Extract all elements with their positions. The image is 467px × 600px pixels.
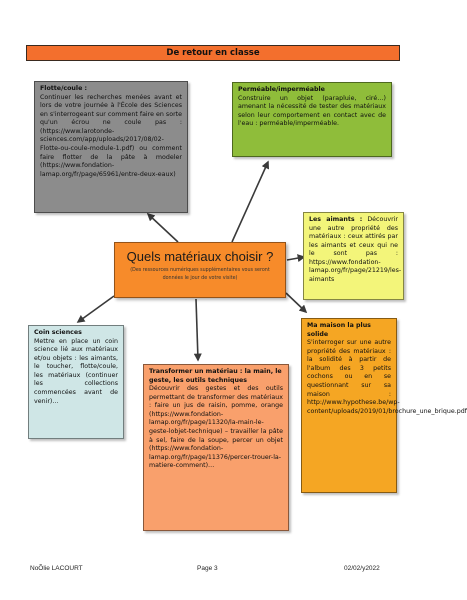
box-body: Découvrir une autre propriété des matériaux : ceux attirés par les aimants et ceux qui ne le sont pas : https://www.fondation-lamap.org/fr/page/21219/les-aimants [309, 216, 402, 283]
box-transformer [143, 364, 289, 531]
box-body: Construire un objet (parapluie, ciré…) amenant la nécessité de tester des matériaux selon leur comportement en contact avec de l'eau : perméable/imperméable. [238, 94, 386, 128]
box-heading: Perméable/imperméable [238, 86, 325, 93]
box-body: Découvrir des gestes et des outils permettant de transformer des matériaux : faire un jus de raisin, pomme, orange (https://www.fondation-lamap.org/fr/page/11320/la-main-le-geste-lobjet-technique) – travailler la pâte à sel, faire de la soupe, percer un objet (https://www.fondation-lamap.org/fr/page/11376/percer-trouer-la-matiere-comment)… [149, 385, 283, 470]
box-maison-solide [301, 318, 467, 493]
box-heading: Ma maison la plus solide [307, 322, 371, 338]
footer-page: Page 3 [197, 565, 218, 572]
box-heading: Les aimants : [309, 216, 363, 223]
box-heading: Flotte/coule : [40, 85, 88, 92]
box-aimants [303, 212, 404, 300]
arrow-to-permeable [232, 162, 268, 242]
central-title: Quels matériaux choisir ? [126, 249, 274, 264]
box-body: Mettre en place un coin science lié aux matériaux et/ou objets : les aimants, le toucher, flotte/coule, les matériaux (continuer les collections commencées avant de venir)… [34, 337, 118, 405]
arrow-to-transformer [196, 299, 198, 360]
banner-title: De retour en classe [166, 48, 260, 58]
box-heading: Transformer un matériau : la main, le geste, les outils techniques [149, 368, 282, 384]
arrow-to-flotte [148, 214, 178, 242]
central-subtitle: (Des ressources numériques supplémentaires vous seront données le jour de votre visite) [130, 268, 270, 281]
central-question [114, 242, 286, 298]
footer-date: 02/02/y2022 [344, 565, 380, 572]
box-heading: Coin sciences [34, 329, 82, 336]
arrow-to-aimants [287, 257, 304, 260]
footer-author: NoÕlie LACOURT [30, 565, 83, 572]
box-body: S'interroger sur une autre propriété des matériaux : la solidité à partir de l'album des 3 petits cochons ou en se questionnant sur sa maison : http://www.hypothese.be/wp-content/uploads/2019/01/brochure_une_brique.pdf [307, 339, 467, 415]
section-banner [26, 45, 400, 61]
box-text [309, 216, 402, 285]
box-permeable [232, 82, 392, 157]
arrow-to-coin [78, 296, 114, 322]
box-coin-sciences [28, 325, 124, 439]
box-flotte-coule [34, 81, 188, 213]
box-body: Continuer les recherches menées avant et lors de votre journée à l'École des Sciences en s'interrogeant sur comment faire en sorte qu'un écrou ne coule pas : (https://www.larotonde-sciences.com/app/uploads/2017/08/02-Flotte-ou-coule-module-1.pdf) ou comment faire flotter de la pâte à modeler (https://www.fondation-lamap.org/fr/page/65961/entre-deux-eaux) [40, 93, 182, 178]
